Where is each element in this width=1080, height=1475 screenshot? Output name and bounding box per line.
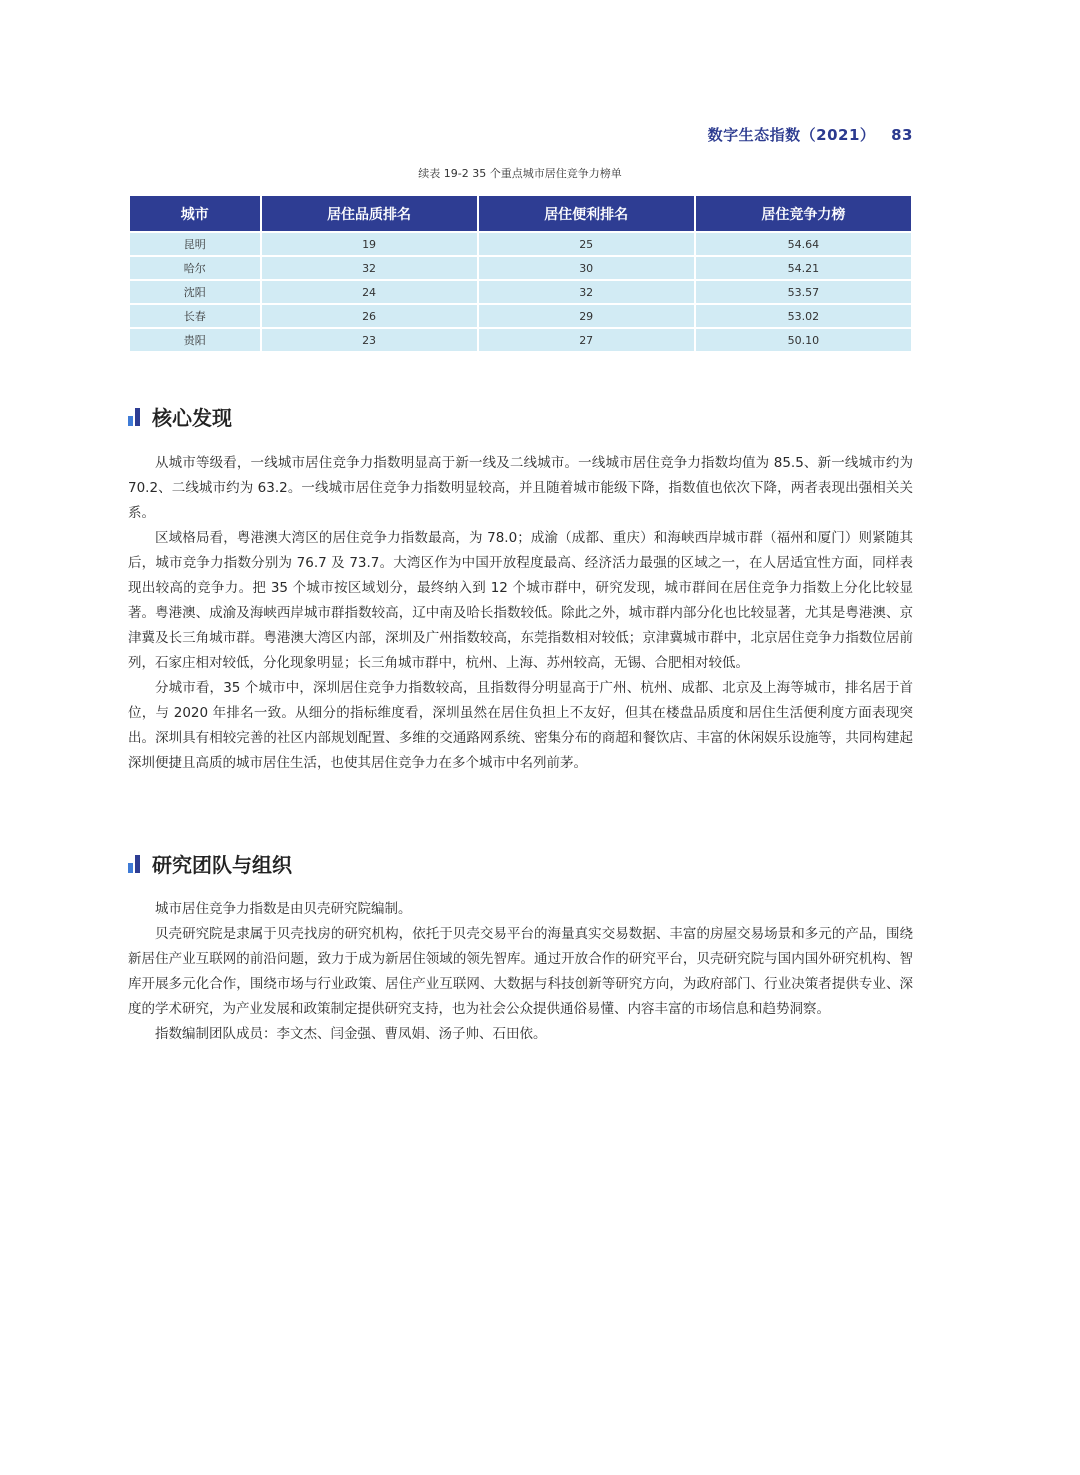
cell-convenience: 27	[479, 329, 694, 351]
table-header-row	[130, 196, 911, 233]
table-row	[130, 233, 911, 257]
paragraph: 分城市看，35 个城市中，深圳居住竞争力指数较高，且指数得分明显高于广州、杭州、成都、北京及上海等城市，排名居于首位，与 2020 年排名一致。从细分的指标维度看，深圳虽然在居住负担上不友好，但其在楼盘品质度和居住生活便利度方面表现突出。深圳具有相较完善的社区内部规划配置、多维的交通路网系统、密集分布的商超和餐饮店、丰富的休闲娱乐设施等，共同构建起深圳便捷且高质的城市居住生活，也使其居住竞争力在多个城市中名列前茅。	[128, 680, 913, 771]
cell-city: 昆明	[130, 233, 260, 257]
ranking-table	[128, 196, 913, 351]
paragraph: 城市居住竞争力指数是由贝壳研究院编制。	[155, 901, 412, 917]
cell-quality: 23	[262, 329, 477, 351]
cell-convenience: 30	[479, 257, 694, 281]
section-title-text: 研究团队与组织	[152, 853, 292, 877]
table-row	[130, 305, 911, 329]
research-team-body	[128, 897, 913, 1047]
cell-score: 54.64	[696, 233, 911, 257]
cell-city: 沈阳	[130, 281, 260, 305]
column-header-quality: 居住品质排名	[262, 196, 477, 233]
table-row	[130, 329, 911, 351]
section-heading-research-team	[128, 849, 292, 878]
table-caption: 续表 19-2 35 个重点城市居住竞争力榜单	[418, 167, 622, 180]
column-header-convenience: 居住便利排名	[479, 196, 694, 233]
section-bars-icon	[128, 408, 142, 426]
page-number: 83	[891, 126, 913, 144]
cell-quality: 32	[262, 257, 477, 281]
cell-score: 50.10	[696, 329, 911, 351]
paragraph: 贝壳研究院是隶属于贝壳找房的研究机构，依托于贝壳交易平台的海量真实交易数据、丰富的房屋交易场景和多元的产品，围绕新居住产业互联网的前沿问题，致力于成为新居住领域的领先智库。通过开放合作的研究平台，贝壳研究院与国内国外研究机构、智库开展多元化合作，围绕市场与行业政策、居住产业互联网、大数据与科技创新等研究方向，为政府部门、行业决策者提供专业、深度的学术研究，为产业发展和政策制定提供研究支持，也为社会公众提供通俗易懂、内容丰富的市场信息和趋势洞察。	[128, 926, 913, 1017]
cell-convenience: 29	[479, 305, 694, 329]
cell-quality: 19	[262, 233, 477, 257]
column-header-city: 城市	[130, 196, 260, 233]
section-title-text: 核心发现	[152, 406, 232, 430]
cell-quality: 26	[262, 305, 477, 329]
core-findings-body	[128, 451, 913, 776]
column-header-competitiveness: 居住竞争力榜	[696, 196, 911, 233]
cell-score: 53.57	[696, 281, 911, 305]
paragraph: 区域格局看，粤港澳大湾区的居住竞争力指数最高，为 78.0；成渝（成都、重庆）和海峡西岸城市群（福州和厦门）则紧随其后，城市竞争力指数分别为 76.7 及 73.7。大湾区作为中国开放程度最高、经济活力最强的区域之一，在人居适宜性方面，同样表现出较高的竞争力。把 35 个城市按区域划分，最终纳入到 12 个城市群中，研究发现，城市群间在居住竞争力指数上分化比较显著。粤港澳、成渝及海峡西岸城市群指数较高，辽中南及哈长指数较低。除此之外，城市群内部分化也比较显著，尤其是粤港澳、京津冀及长三角城市群。粤港澳大湾区内部，深圳及广州指数较高，东莞指数相对较低；京津冀城市群中，北京居住竞争力指数位居前列，石家庄相对较低，分化现象明显；长三角城市群中，杭州、上海、苏州较高，无锡、合肥相对较低。	[128, 530, 913, 671]
running-header	[708, 124, 913, 145]
table-row	[130, 281, 911, 305]
section-heading-core-findings	[128, 402, 232, 431]
paragraph: 指数编制团队成员：李文杰、闫金强、曹凤娟、汤子帅、石田依。	[155, 1026, 547, 1042]
section-bars-icon	[128, 855, 142, 873]
cell-score: 54.21	[696, 257, 911, 281]
cell-quality: 24	[262, 281, 477, 305]
cell-score: 53.02	[696, 305, 911, 329]
cell-city: 长春	[130, 305, 260, 329]
cell-convenience: 32	[479, 281, 694, 305]
cell-convenience: 25	[479, 233, 694, 257]
paragraph: 从城市等级看，一线城市居住竞争力指数明显高于新一线及二线城市。一线城市居住竞争力指数均值为 85.5、新一线城市约为 70.2、二线城市约为 63.2。一线城市居住竞争力指数明显较高，并且随着城市能级下降，指数值也依次下降，两者表现出强相关关系。	[128, 455, 913, 521]
header-title: 数字生态指数（2021）	[707, 126, 876, 144]
cell-city: 贵阳	[130, 329, 260, 351]
table-row	[130, 257, 911, 281]
cell-city: 哈尔	[130, 257, 260, 281]
